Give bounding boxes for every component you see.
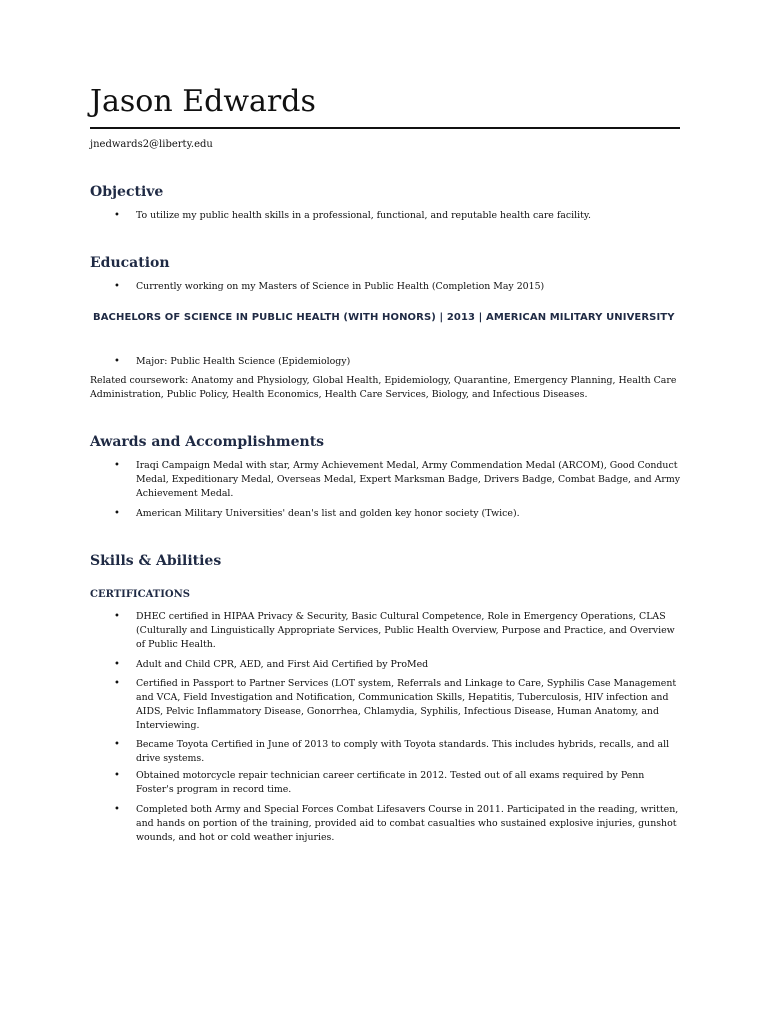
bullet-icon: • [114,210,120,221]
award-item: Iraqi Campaign Medal with star, Army Achievement Medal, Army Commendation Medal (ARCOM), Good Conduct Medal, Expeditionary Medal, Overseas Medal, Expert Marksman Badge, Drivers Badge, Combat Badge, and Army Achievement Medal. [136,460,681,499]
bullet-icon: • [114,460,120,471]
bullet-icon: • [114,770,120,781]
bullet-icon: • [114,281,120,292]
certification-item: Adult and Child CPR, AED, and First Aid Certified by ProMed [136,659,429,670]
skills-heading: Skills & Abilities [90,553,222,569]
certification-item: Certified in Passport to Partner Services (LOT system, Referrals and Linkage to Care, Syphilis Case Management and VCA, Field Investigation and Notification, Communication Skills, Hepatitis, Tuberculosis, HIV infection and AIDS, Pelvic Inflammatory Disease, Gonorrhea, Chlamydia, Syphilis, Infectious Disease, Human Anatomy, and Interviewing. [136,678,677,731]
certification-item: Completed both Army and Special Forces Combat Lifesavers Course in 2011. Participated in the reading, written, and hands on portion of the training, provided aid to combat casualties who sustained explosive injuries, gunshot wounds, and hot or cold weather injuries. [136,804,679,843]
coursework-text: Related coursework: Anatomy and Physiology, Global Health, Epidemiology, Quarantine, Emergency Planning, Health Care Administration, Public Policy, Health Economics, Health Care Services, Biology, and Infectious Diseases. [90,375,677,400]
certifications-subheading: CERTIFICATIONS [90,589,190,600]
bullet-icon: • [114,659,120,670]
bullet-icon: • [114,678,120,689]
bullet-icon: • [114,804,120,815]
certification-item: Obtained motorcycle repair technician career certificate in 2012. Tested out of all exams required by Penn Foster's program in record time. [136,770,645,795]
award-item: American Military Universities' dean's list and golden key honor society (Twice). [136,508,520,519]
degree-line: BACHELORS OF SCIENCE IN PUBLIC HEALTH (WITH HONORS) | 2013 | AMERICAN MILITARY UNIVERSITY [93,312,675,323]
awards-heading: Awards and Accomplishments [90,434,325,450]
education-heading: Education [90,255,170,271]
bullet-icon: • [114,739,120,750]
certification-item: DHEC certified in HIPAA Privacy & Security, Basic Cultural Competence, Role in Emergency Operations, CLAS (Culturally and Linguistically Appropriate Services, Public Health Overview, Purpose and Practice, and Overview of Public Health. [136,611,675,650]
header-divider [90,127,680,129]
objective-heading: Objective [90,184,164,200]
resume-name: Jason Edwards [90,84,316,119]
objective-item: To utilize my public health skills in a professional, functional, and reputable health care facility. [136,210,591,221]
major-item: Major: Public Health Science (Epidemiology) [136,356,351,367]
bullet-icon: • [114,356,120,367]
email-address: jnedwards2@liberty.edu [90,139,213,150]
education-item: Currently working on my Masters of Science in Public Health (Completion May 2015) [136,281,545,292]
bullet-icon: • [114,508,120,519]
certification-item: Became Toyota Certified in June of 2013 to comply with Toyota standards. This includes hybrids, recalls, and all drive systems. [136,739,670,764]
bullet-icon: • [114,611,120,622]
